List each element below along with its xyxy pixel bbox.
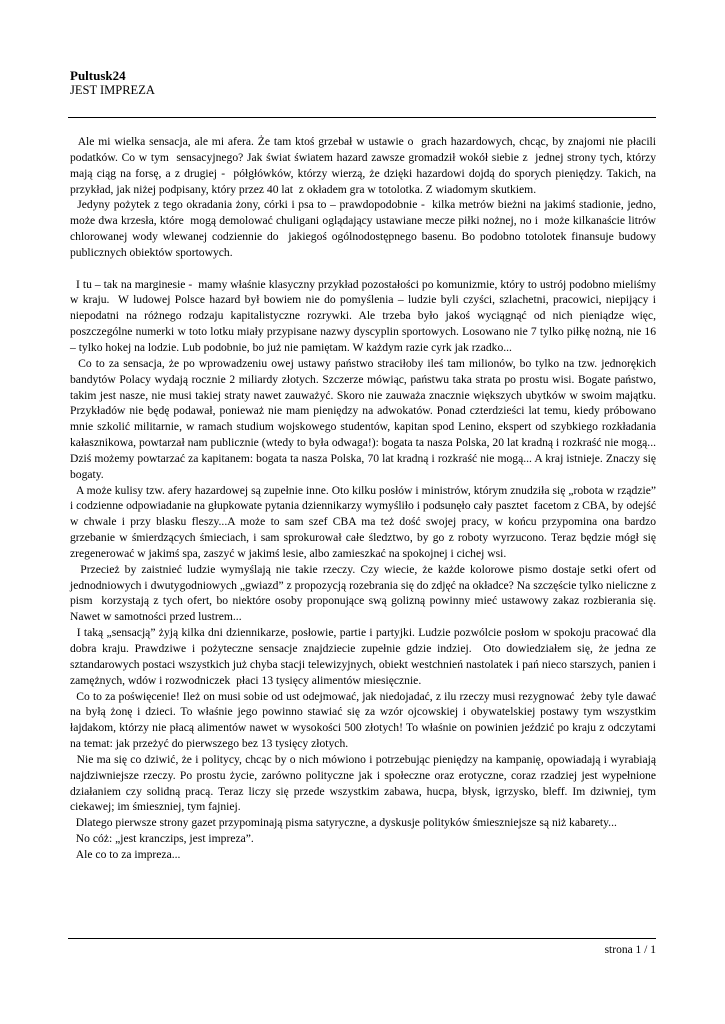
article-title: JEST IMPREZA xyxy=(70,83,155,97)
document-header xyxy=(70,68,660,98)
paragraph: Co to za poświęcenie! Ileż on musi sobie od ust odejmować, jak niedojadać, z ilu rzeczy musi rezygnować żeby tyle dawać na byłą żonę i dzieci. To właśnie jego powinno stawiać się za wzór ojcowskiej i obywatelskiej postawy tym wszystkim łajdakom, którzy nie płacą alimentów nawet w wysokości 500 złotych! To właśnie on powinien jeździć po kraju z odczytami na temat: jak przeżyć do pierwszego bez 13 tysięcy złotych. xyxy=(70,689,659,751)
footer-divider xyxy=(68,938,656,939)
header-divider xyxy=(68,117,656,118)
paragraph: Ale mi wielka sensacja, ale mi afera. Że tam ktoś grzebał w ustawie o grach hazardowych, chcąc, by znajomi nie płacili podatków. Co w tym sensacyjnego? Jak świat światem hazard zawsze gromadził wokół siebie z jednej strony tych, którzy mają ciąg na forsę, a z drugiej - półgłówków, którzy wierzą, że dzięki hazardowi dojdą do sporych pieniędzy. Takich, na przykład, jak niżej podpisany, który przez 40 lat z okładem gra w totolotka. Z wiadomym skutkiem. xyxy=(70,135,659,196)
page-number: strona 1 / 1 xyxy=(604,944,656,956)
paragraph: Nie ma się co dziwić, że i politycy, chcąc by o nich mówiono i potrzebując pieniędzy na kampanię, opowiadają i wyrabiają najdziwniejsze rzeczy. Po prostu życie, zarówno polityczne jak i społeczne oraz erotyczne, coraz rzadziej jest wypełnione działaniem czy solidną pracą. Teraz liczy się przede wszystkim zabawa, hucpa, błysk, igrzysko, bleff. Im dziwniej, tym ciekawej; im śmieszniej, tym fajniej. xyxy=(70,752,659,814)
article-body xyxy=(70,134,662,863)
paragraph: Przecież by zaistnieć ludzie wymyślają nie takie rzeczy. Czy wiecie, że każde kolorowe pismo dostaje setki ofert od jednodniowych i dwutygodniowych „gwiazd” z propozycją rozebrania się do zdjęć na okładce? Na szczęście tylko nieliczne z pism korzystają z tych ofert, bo niektóre osoby proponujące swą golizną powinny mieć ustawowy zakaz rozbierania się. Nawet w samotności przed lustrem... xyxy=(70,562,659,624)
paragraph: Ale co to za impreza... xyxy=(70,847,181,861)
paragraph: No cóż: „jest kranczips, jest impreza”. xyxy=(70,832,254,846)
paragraph: Dlatego pierwsze strony gazet przypominają pisma satyryczne, a dyskusje polityków śmieszniejsze są niż kabarety... xyxy=(70,816,617,830)
paragraph: Jedyny pożytek z tego okradania żony, córki i psa to – prawdopodobnie - kilka metrów bieżni na jakimś stadionie, jedno, może dwa krzesła, które mogą demolować chuligani oglądający ustawiane mecze piłki nożnej, no i może kilkanaście litrów chlorowanej wody wlewanej codziennie do jakiegoś ogólnodostępnego basenu. Bo podobno totolotek finansuje budowy publicznych obiektów sportowych. xyxy=(70,198,662,259)
site-name: Pultusk24 xyxy=(70,68,126,83)
paragraph: A może kulisy tzw. afery hazardowej są zupełnie inne. Oto kilku posłów i ministrów, którym znudziła się „robota w rządzie” i codzienne odpowiadanie na głupkowate pytania dziennikarzy wymyśliło i podsunęło cały pasztet facetom z CBA, by odejść w chwale i przy blasku fleszy...A może to sam szef CBA ma też dość swojej pracy, w końcu przypomina ona bardzo grzebanie w śmierdzących śmieciach, i sam sprokurował całe śledztwo, by go z roboty wyrzucono. Teraz będzie mógł się zregenerować w jakimś spa, zaszyć w jakimś lesie, albo zamieszkać na spokojnej i cichej wsi. xyxy=(70,483,659,560)
paragraph: I taką „sensacją” żyją kilka dni dziennikarze, posłowie, partie i partyjki. Ludzie pozwólcie posłom w spokoju pracować dla dobra kraju. Prawdziwe i pożyteczne sensacje znajdziecie zupełnie gdzie indziej. Oto dowiedziałem się, że jedna ze sztandarowych postaci wszystkich już chyba stacji telewizyjnych, obiekt westchnień nastolatek i pań nieco starszych, panien i zamężnych, wdów i rozwodniczek płaci 13 tysięcy alimentów miesięcznie. xyxy=(70,626,659,687)
paragraph: I tu – tak na marginesie - mamy właśnie klasyczny przykład pozostałości po komunizmie, który to ustrój podobno mieliśmy w kraju. W ludowej Polsce hazard był bowiem nie do pomyślenia – ludzie byli czyści, szlachetni, pracowici, niepijący i niepodatni na różnego rodzaju kapitalistyczne rozrywki. Ale trzeba było jakoś wyciągnąć od nich pieniądze więc, poszczególne numerki w toto lotku miały przypisane nazwy dyscyplin sportowych. Losowano nie 7 tylko piłkę nożną, nie 16 – tylko hokej na lodzie. Lub podobnie, bo już nie pamiętam. W każdym razie cyrk jak rzadko... xyxy=(70,277,659,354)
paragraph: Co to za sensacja, że po wprowadzeniu owej ustawy państwo straciłoby ileś tam milionów, bo tylko na tzw. jednorękich bandytów Polacy wydają rocznie 2 miliardy złotych. Szczerze mówiąc, państwu taka strata po prostu wisi. Bogate państwo, takim jest nasze, nie musi takiej straty nawet zauważyć. Skoro nie zauważa znacznie większych ubytków w swoim majątku. Przykładów nie będę podawał, ponieważ nie mam pieniędzy na adwokatów. Ponad czterdzieści lat temu, kiedy próbowano mnie szkolić militarnie, w ramach studium wojskowego studentów, kapitan spod Lenino, ekspert od szybkiego rozkładania kałasznikowa, powtarzał nam publicznie (wtedy to była odwaga!): bogata ta nasza Polska, 20 lat kradną i rozkraść nie mogą... Dziś możemy powtarzać za kapitanem: bogata ta nasza Polska, 70 lat kradną i rozkraść nie mogą... A kraj istnieje. Znaczy się bogaty. xyxy=(70,356,659,481)
